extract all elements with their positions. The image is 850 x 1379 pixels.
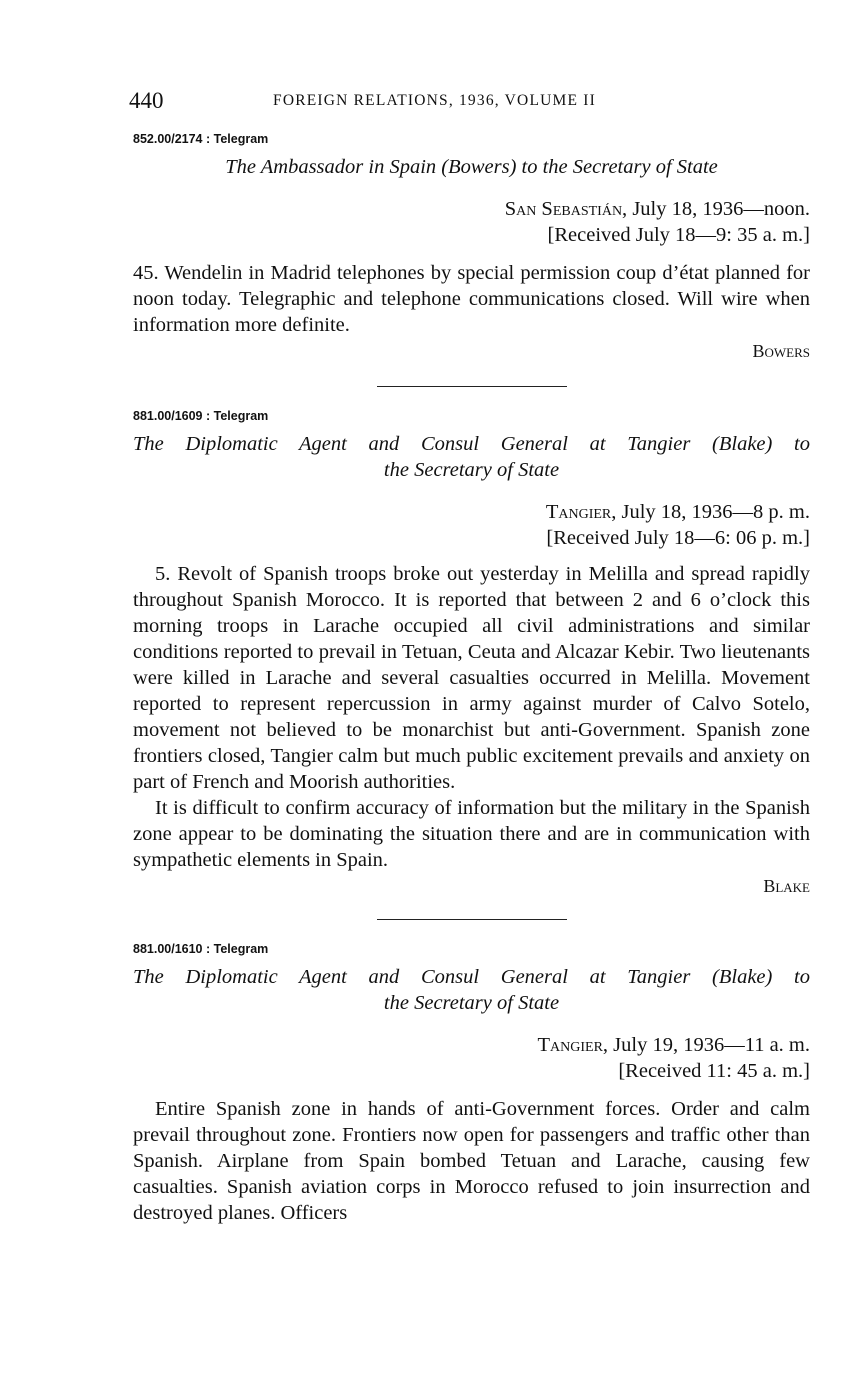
section-divider	[377, 386, 567, 387]
place: San Sebastián,	[504, 198, 628, 220]
page-number: 440	[129, 88, 164, 113]
paragraph: 45. Wendelin in Madrid telephones by special permission coup d’état planned for noon today. Telegraphic and telephone communications closed. Will wire when information more definite.	[133, 262, 810, 336]
dateline	[133, 1032, 810, 1058]
telegram-heading	[133, 964, 810, 1016]
received-line: [Received July 18—6: 06 p. m.]	[546, 527, 810, 549]
dateline	[133, 196, 810, 222]
paragraph: Entire Spanish zone in hands of anti-Government forces. Order and calm prevail throughout zone. Frontiers now open for passengers and traffic other than Spanish. Airplane from Spain bombed Tetuan and Larache, causing few casualties. Spanish aviation corps in Morocco refused to join insurrection and destroyed planes. Officers	[133, 1098, 810, 1224]
date-time: July 18, 1936—8 p. m.	[616, 501, 810, 523]
place: Tangier,	[545, 501, 617, 523]
document-page	[129, 88, 810, 1226]
running-head	[129, 88, 810, 120]
file-reference: 852.00/2174 : Telegram	[133, 132, 269, 146]
place: Tangier,	[537, 1034, 609, 1056]
received-line: [Received July 18—9: 35 a. m.]	[547, 224, 810, 246]
heading-line-2: the Secretary of State	[383, 992, 560, 1014]
running-title: FOREIGN RELATIONS, 1936, VOLUME II	[273, 92, 596, 109]
section-divider	[377, 919, 567, 920]
telegram-blake-1	[133, 407, 810, 897]
telegram-heading	[133, 154, 810, 180]
telegram-bowers	[133, 130, 810, 362]
dateline	[133, 499, 810, 525]
heading-line-1: The Ambassador in Spain (Bowers) to the Secretary of State	[225, 156, 718, 178]
heading-line-2: the Secretary of State	[383, 459, 560, 481]
paragraph: It is difficult to confirm accuracy of information but the military in the Spanish zone appear to be dominating the situation there and are in communication with sympathetic elements in Spain.	[133, 797, 810, 871]
heading-line-1: The Diplomatic Agent and Consul General at Tangier (Blake) to	[133, 966, 810, 988]
signature: Bowers	[752, 341, 810, 361]
date-time: July 19, 1936—11 a. m.	[608, 1034, 810, 1056]
heading-line-1: The Diplomatic Agent and Consul General at Tangier (Blake) to	[133, 433, 810, 455]
received-line: [Received 11: 45 a. m.]	[618, 1060, 810, 1082]
signature: Blake	[763, 876, 810, 896]
telegram-blake-2	[133, 940, 810, 1226]
telegram-heading	[133, 431, 810, 483]
file-reference: 881.00/1610 : Telegram	[133, 942, 269, 956]
file-reference: 881.00/1609 : Telegram	[133, 409, 269, 423]
paragraph: 5. Revolt of Spanish troops broke out yesterday in Melilla and spread rapidly throughout Spanish Morocco. It is reported that between 2 and 6 o’clock this morning troops in Larache occupied all civil administrations and similar conditions reported to prevail in Tetuan, Ceuta and Alcazar Kebir. Two lieutenants were killed in Larache and several casualties occurred in Melilla. Movement reported to represent repercussion in army against murder of Calvo Sotelo, movement not believed to be monarchist but anti-Government. Spanish zone frontiers closed, Tangier calm but much public excitement prevails and anxiety on part of French and Moorish authorities.	[133, 563, 810, 793]
date-time: July 18, 1936—noon.	[627, 198, 810, 220]
